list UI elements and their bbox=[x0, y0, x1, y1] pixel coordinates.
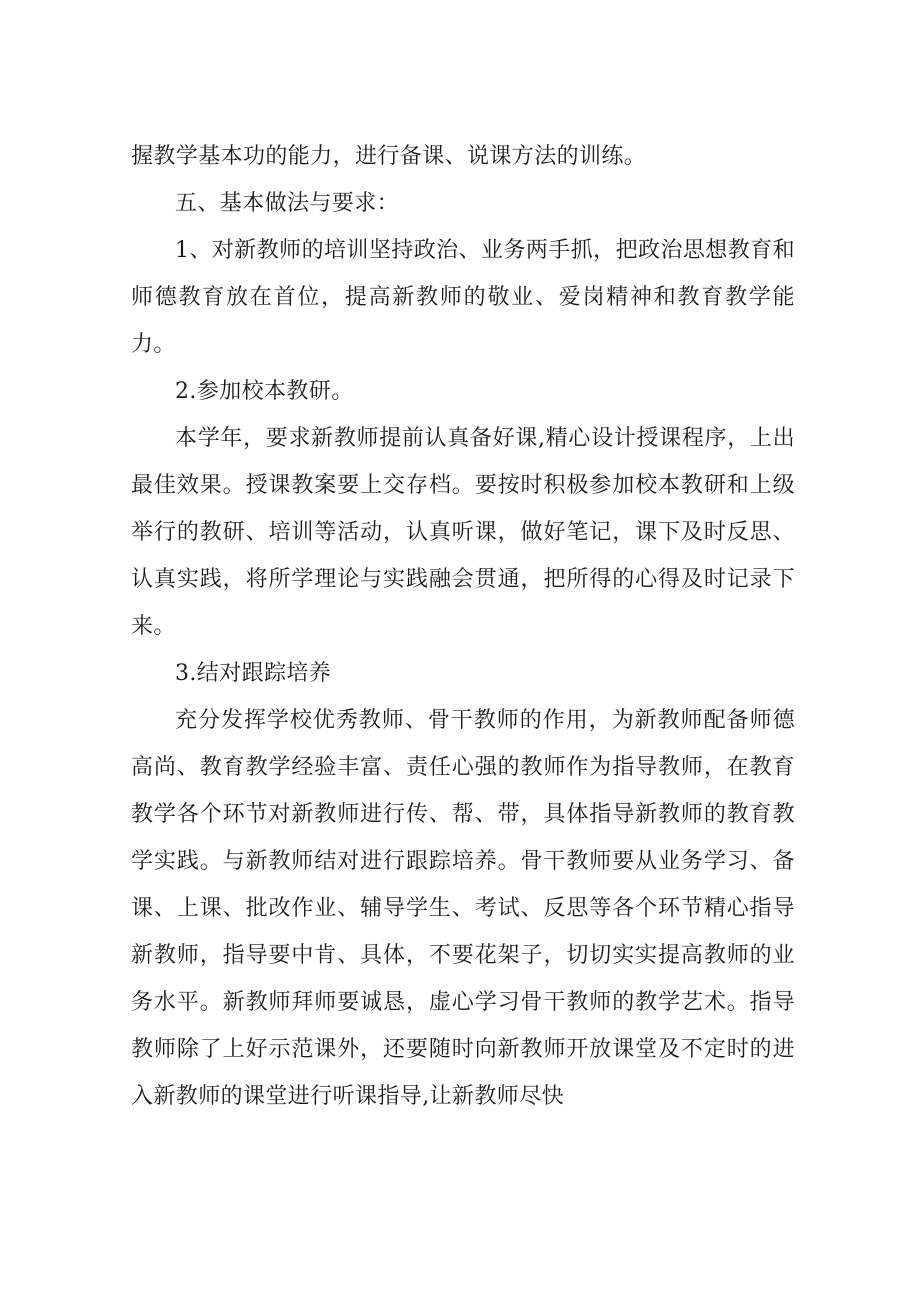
paragraph-pairing-training: 充分发挥学校优秀教师、骨干教师的作用，为新教师配备师德高尚、教育教学经验丰富、责任心强的教师作为指导教师，在教育教学各个环节对新教师进行传、帮、带，具体指导新教师的教育教学实践。与新教师结对进行跟踪培养。骨干教师要从业务学习、备课、上课、批改作业、辅导学生、考试、反思等各个环节精心指导新教师，指导要中肯、具体，不要花架子，切切实实提高教师的业务水平。新教师拜师要诚恳，虚心学习骨干教师的教学艺术。指导教师除了上好示范课外，还要随时向新教师开放课堂及不定时的进入新教师的课堂进行听课指导,让新教师尽快 bbox=[131, 708, 795, 1109]
paragraph-school-research: 本学年，要求新教师提前认真备好课,精心设计授课程序，上出最佳效果。授课教案要上交存档。要按时积极参加校本教研和上级举行的教研、培训等活动，认真听课，做好笔记，课下及时反思、认真实践，将所学理论与实践融会贯通，把所得的心得及时记录下来。 bbox=[131, 426, 795, 639]
section-heading-basic-methods: 五、基本做法与要求： bbox=[175, 191, 400, 216]
paragraph-item-1: 1、对新教师的培训坚持政治、业务两手抓，把政治思想教育和师德教育放在首位，提高新教师的敬业、爱岗精神和教育教学能力。 bbox=[131, 238, 795, 357]
subheading-school-research: 2.参加校本教研。 bbox=[175, 379, 354, 404]
document-body bbox=[131, 133, 795, 1120]
paragraph-continuation: 握教学基本功的能力，进行备课、说课方法的训练。 bbox=[131, 144, 647, 169]
subheading-pairing-training: 3.结对跟踪培养 bbox=[175, 661, 332, 686]
